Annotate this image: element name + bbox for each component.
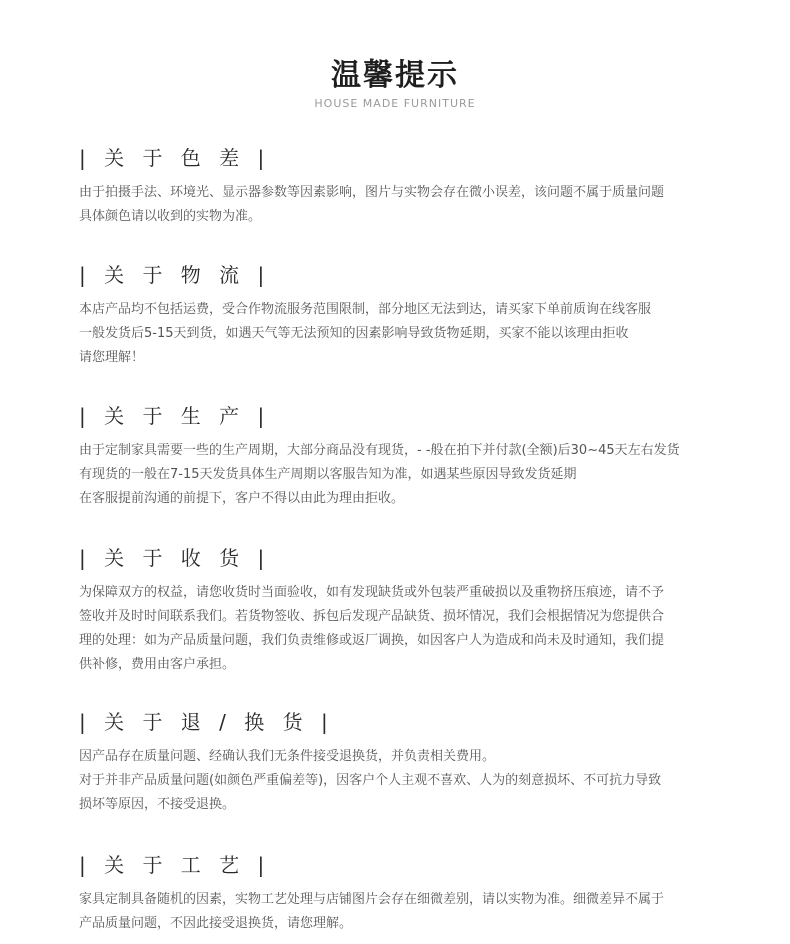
- section-line: 由于拍摄手法、环境光、显示器参数等因素影响，图片与实物会存在微小误差，该问题不属于质量问题: [79, 185, 665, 200]
- section-line: 产品质量问题，不因此接受退换货，请您理解。: [79, 916, 353, 931]
- section-returns-exchanges: [79, 709, 719, 817]
- section-line: 请您理解！: [79, 350, 145, 365]
- section-heading: | 关 于 色 差 |: [79, 146, 271, 170]
- page-subtitle: HOUSE MADE FURNITURE: [314, 97, 476, 110]
- section-line: 因产品存在质量问题、经确认我们无条件接受退换货，并负责相关费用。: [79, 749, 496, 764]
- page-header: [0, 56, 790, 112]
- section-line: 有现货的一般在7-15天发货具体生产周期以客服告知为准，如遇某些原因导致发货延期: [79, 467, 577, 482]
- section-receiving: [79, 545, 719, 677]
- section-line: 对于并非产品质量问题(如颜色严重偏差等)，因客户个人主观不喜欢、人为的刻意损坏、不可抗力导致: [79, 773, 662, 788]
- page-title: 温馨提示: [331, 58, 459, 93]
- section-color-difference: [79, 145, 719, 229]
- section-line: 一般发货后5-15天到货，如遇天气等无法预知的因素影响导致货物延期，买家不能以该理由拒收: [79, 326, 629, 341]
- section-line: 损坏等原因，不接受退换。: [79, 797, 236, 812]
- section-heading: | 关 于 物 流 |: [79, 263, 271, 287]
- section-body: [79, 298, 719, 370]
- section-line: 在客服提前沟通的前提下，客户不得以由此为理由拒收。: [79, 491, 405, 506]
- section-line: 由于定制家具需要一些的生产周期，大部分商品没有现货，- -般在拍下并付款(全额)后30~45天左右发货: [79, 443, 680, 458]
- section-body: [79, 888, 719, 936]
- section-logistics: [79, 262, 719, 370]
- section-line: 家具定制具备随机的因素，实物工艺处理与店铺图片会存在细微差别，请以实物为准。细微差异不属于: [79, 892, 665, 907]
- section-line: 具体颜色请以收到的实物为准。: [79, 209, 262, 224]
- section-line: 签收并及时时间联系我们。若货物签收、拆包后发现产品缺货、损坏情况，我们会根据情况为您提供合: [79, 609, 665, 624]
- section-body: [79, 581, 719, 677]
- section-heading: | 关 于 生 产 |: [79, 404, 271, 428]
- section-body: [79, 745, 719, 817]
- section-heading: | 关 于 退 / 换 货 |: [79, 710, 334, 734]
- section-line: 本店产品均不包括运费，受合作物流服务范围限制，部分地区无法到达，请买家下单前质询在线客服: [79, 302, 652, 317]
- section-line: 理的处理：如为产品质量问题，我们负责维修或返厂调换，如因客户人为造成和尚未及时通知，我们提: [79, 633, 665, 648]
- section-production: [79, 403, 719, 511]
- section-body: [79, 181, 719, 229]
- section-line: 供补修，费用由客户承担。: [79, 657, 236, 672]
- section-heading: | 关 于 收 货 |: [79, 546, 271, 570]
- section-craftsmanship: [79, 852, 719, 936]
- section-line: 为保障双方的权益，请您收货时当面验收，如有发现缺货或外包装严重破损以及重物挤压痕迹，请不予: [79, 585, 665, 600]
- section-heading: | 关 于 工 艺 |: [79, 853, 271, 877]
- section-body: [79, 439, 719, 511]
